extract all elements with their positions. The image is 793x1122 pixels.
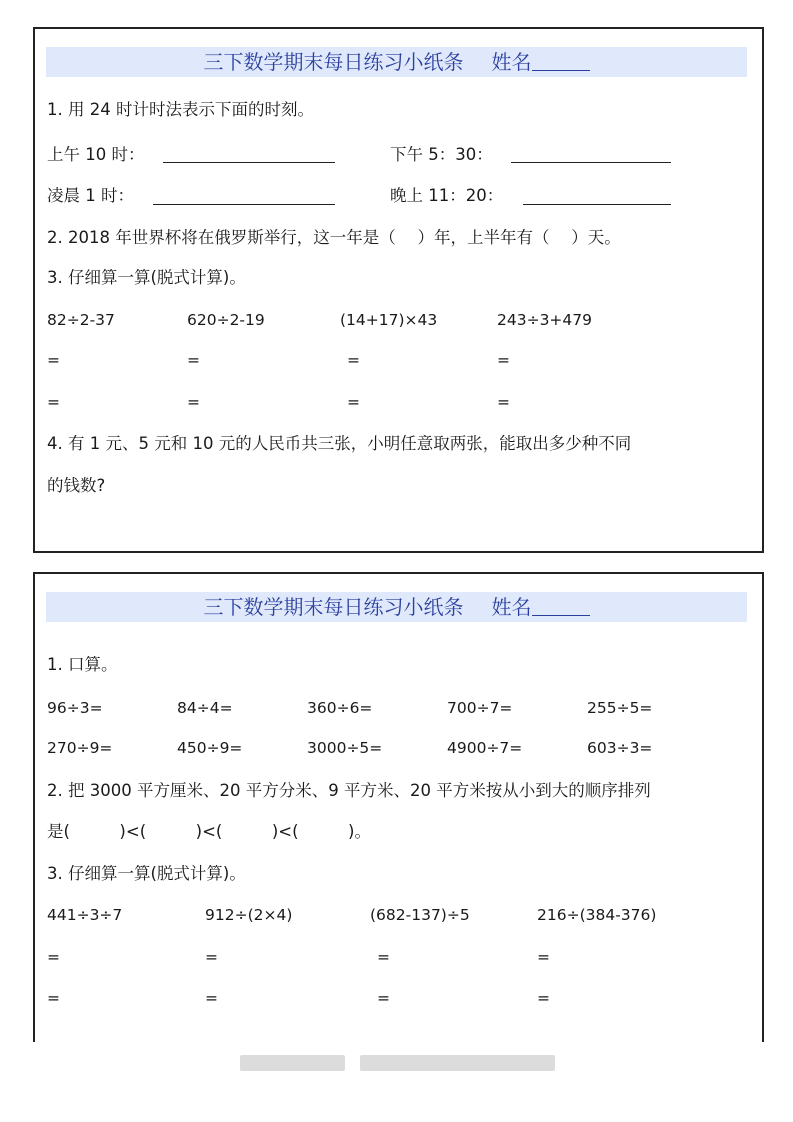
equals-sign: = bbox=[497, 393, 510, 411]
q1-prompt: 1. 口算。 bbox=[47, 655, 118, 674]
practice-card-2 bbox=[33, 572, 764, 1042]
equals-sign: = bbox=[47, 948, 60, 966]
equals-sign: = bbox=[497, 351, 510, 369]
card-title-bar bbox=[46, 47, 747, 77]
equals-sign: = bbox=[47, 989, 60, 1007]
q4-line-2: 的钱数? bbox=[47, 476, 106, 495]
card-title: 三下数学期末每日练习小纸条 bbox=[203, 595, 464, 619]
mental-calc-item: 255÷5= bbox=[587, 699, 653, 717]
mental-calc-item: 3000÷5= bbox=[307, 739, 383, 757]
q2-text: 2. 2018 年世界杯将在俄罗斯举行，这一年是（ ）年，上半年有（ ）天。 bbox=[47, 228, 621, 247]
q1-prompt: 1. 用 24 时计时法表示下面的时刻。 bbox=[47, 100, 314, 119]
q3-prompt: 3. 仔细算一算(脱式计算)。 bbox=[47, 864, 246, 883]
q1-answer-blank-1[interactable] bbox=[163, 162, 335, 163]
mental-calc-item: 450÷9= bbox=[177, 739, 243, 757]
equals-sign: = bbox=[377, 948, 390, 966]
mental-calc-item: 360÷6= bbox=[307, 699, 373, 717]
q1-item-2: 下午 5：30： bbox=[390, 145, 493, 164]
card-title-bar bbox=[46, 592, 747, 622]
equals-sign: = bbox=[205, 989, 218, 1007]
equals-sign: = bbox=[377, 989, 390, 1007]
mental-calc-item: 84÷4= bbox=[177, 699, 233, 717]
mental-calc-item: 96÷3= bbox=[47, 699, 103, 717]
name-label: 姓名 bbox=[491, 50, 532, 74]
q3-expr-3: (682-137)÷5 bbox=[370, 906, 470, 924]
mental-calc-item: 270÷9= bbox=[47, 739, 113, 757]
q3-expr-2: 620÷2-19 bbox=[187, 311, 265, 329]
q1-item-1: 上午 10 时： bbox=[47, 145, 145, 164]
q3-expr-4: 216÷(384-376) bbox=[537, 906, 657, 924]
name-blank[interactable] bbox=[532, 50, 590, 71]
equals-sign: = bbox=[205, 948, 218, 966]
q4-line-1: 4. 有 1 元、5 元和 10 元的人民币共三张，小明任意取两张，能取出多少种不同 bbox=[47, 434, 632, 453]
q3-expr-1: 441÷3÷7 bbox=[47, 906, 123, 924]
equals-sign: = bbox=[537, 948, 550, 966]
equals-sign: = bbox=[187, 351, 200, 369]
q3-expr-3: (14+17)×43 bbox=[340, 311, 438, 329]
equals-sign: = bbox=[347, 393, 360, 411]
equals-sign: = bbox=[347, 351, 360, 369]
equals-sign: = bbox=[47, 393, 60, 411]
q1-answer-blank-2[interactable] bbox=[511, 162, 671, 163]
q2-line-2: 是( )<( )<( )<( )。 bbox=[47, 822, 371, 841]
equals-sign: = bbox=[47, 351, 60, 369]
mental-calc-item: 4900÷7= bbox=[447, 739, 523, 757]
q2-line-1: 2. 把 3000 平方厘米、20 平方分米、9 平方米、20 平方米按从小到大的顺序排列 bbox=[47, 781, 651, 800]
blurred-footer-text bbox=[360, 1055, 555, 1071]
q1-answer-blank-4[interactable] bbox=[523, 204, 671, 205]
mental-calc-item: 700÷7= bbox=[447, 699, 513, 717]
blurred-footer-text bbox=[240, 1055, 345, 1071]
name-label: 姓名 bbox=[491, 595, 532, 619]
q3-expr-1: 82÷2-37 bbox=[47, 311, 115, 329]
q3-expr-2: 912÷(2×4) bbox=[205, 906, 293, 924]
q3-prompt: 3. 仔细算一算(脱式计算)。 bbox=[47, 268, 246, 287]
q3-expr-4: 243÷3+479 bbox=[497, 311, 593, 329]
equals-sign: = bbox=[187, 393, 200, 411]
q1-item-3: 凌晨 1 时： bbox=[47, 186, 134, 205]
mental-calc-item: 603÷3= bbox=[587, 739, 653, 757]
card-title: 三下数学期末每日练习小纸条 bbox=[203, 50, 464, 74]
equals-sign: = bbox=[537, 989, 550, 1007]
q1-answer-blank-3[interactable] bbox=[153, 204, 335, 205]
q1-item-4: 晚上 11：20： bbox=[390, 186, 504, 205]
name-blank[interactable] bbox=[532, 595, 590, 616]
practice-card-1 bbox=[33, 27, 764, 553]
